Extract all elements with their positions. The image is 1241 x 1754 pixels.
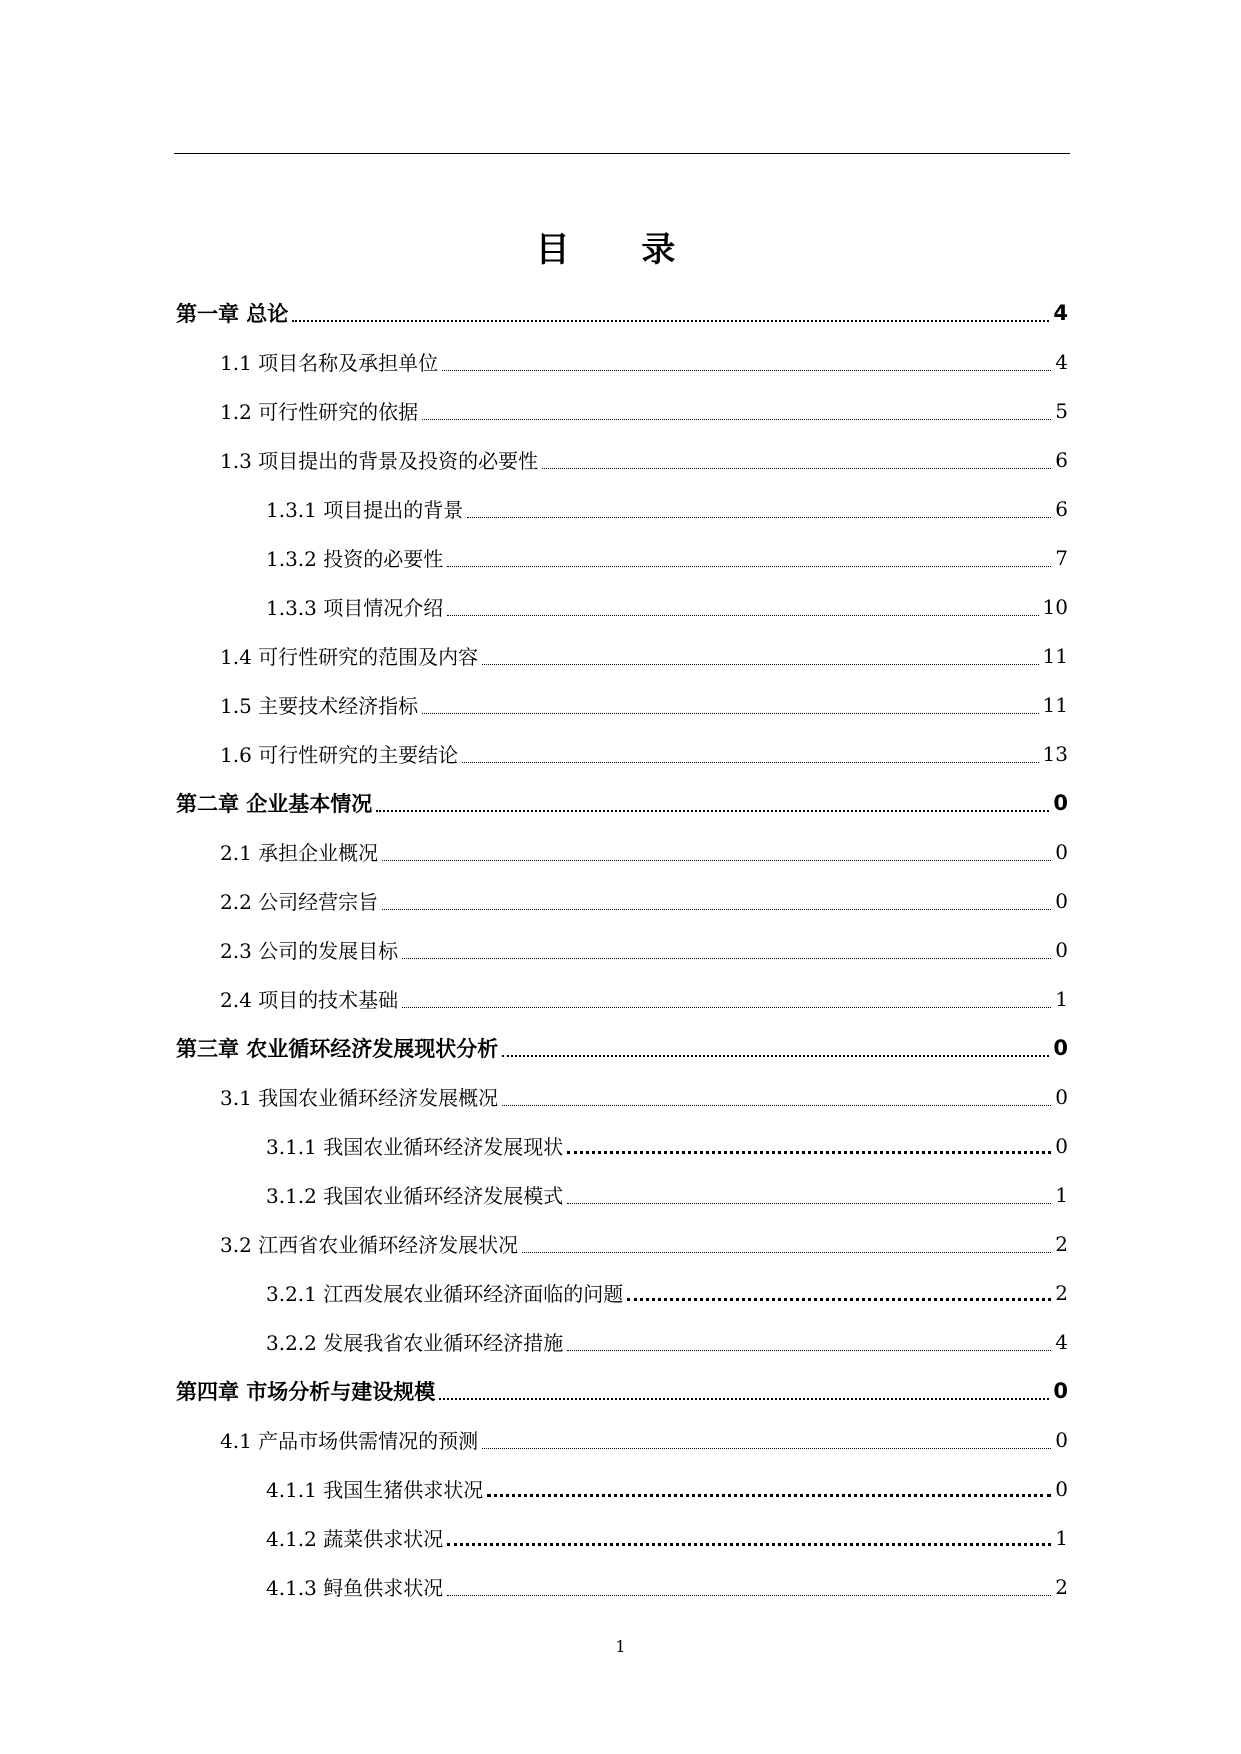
toc-entry-page: 11	[1042, 692, 1068, 717]
dot-leader	[376, 809, 1049, 812]
dot-leader	[447, 565, 1051, 567]
toc-entry-title: 4.1 产品市场供需情况的预测	[220, 1429, 479, 1453]
toc-entry-page: 1	[1055, 1525, 1068, 1550]
dot-leader	[567, 1150, 1051, 1154]
toc-entry-level-2[interactable]	[176, 337, 1068, 386]
toc-entry-level-2[interactable]	[176, 1415, 1068, 1464]
dot-leader	[567, 1202, 1051, 1204]
toc-entry-page: 1	[1055, 986, 1068, 1011]
dot-leader	[447, 1542, 1051, 1546]
toc-entry-page: 4	[1055, 349, 1068, 374]
toc-entry-page: 13	[1042, 741, 1068, 766]
dot-leader	[467, 516, 1051, 518]
toc-entry-page: 0	[1055, 1133, 1068, 1158]
dot-leader	[542, 467, 1051, 469]
toc-entry-level-2[interactable]	[176, 876, 1068, 925]
toc-entry-title: 2.2 公司经营宗旨	[220, 890, 379, 914]
dot-leader	[462, 761, 1038, 763]
toc-entry-page: 0	[1055, 839, 1068, 864]
toc-entry-title: 1.6 可行性研究的主要结论	[220, 743, 459, 767]
toc-entry-title: 4.1.1 我国生猪供求状况	[266, 1478, 484, 1502]
dot-leader	[482, 663, 1038, 665]
dot-leader	[442, 369, 1051, 371]
toc-entry-page: 0	[1053, 1035, 1068, 1060]
toc-entry-level-3[interactable]	[176, 1121, 1068, 1170]
toc-entry-page: 6	[1055, 496, 1068, 521]
toc-entry-title: 4.1.2 蔬菜供求状况	[266, 1527, 444, 1551]
toc-entry-page: 6	[1055, 447, 1068, 472]
toc-entry-title: 第二章 企业基本情况	[176, 791, 373, 816]
toc-entry-page: 0	[1055, 1476, 1068, 1501]
toc-entry-page: 0	[1053, 790, 1068, 815]
toc-entry-level-2[interactable]	[176, 435, 1068, 484]
toc-entry-page: 0	[1055, 937, 1068, 962]
toc-entry-page: 7	[1055, 545, 1068, 570]
toc-entry-level-2[interactable]	[176, 386, 1068, 435]
toc-entry-title: 1.3.3 项目情况介绍	[266, 596, 444, 620]
dot-leader	[522, 1251, 1051, 1253]
toc-entry-level-3[interactable]	[176, 582, 1068, 631]
table-of-contents	[176, 288, 1068, 1611]
dot-leader	[482, 1447, 1051, 1449]
toc-entry-title: 1.3.1 项目提出的背景	[266, 498, 464, 522]
toc-entry-level-2[interactable]	[176, 827, 1068, 876]
toc-entry-level-2[interactable]	[176, 1072, 1068, 1121]
toc-entry-title: 3.1.2 我国农业循环经济发展模式	[266, 1184, 564, 1208]
toc-entry-title: 3.1 我国农业循环经济发展概况	[220, 1086, 499, 1110]
toc-entry-level-3[interactable]	[176, 1513, 1068, 1562]
toc-entry-level-2[interactable]	[176, 680, 1068, 729]
toc-entry-page: 1	[1055, 1182, 1068, 1207]
toc-entry-title: 1.1 项目名称及承担单位	[220, 351, 439, 375]
toc-entry-level-1[interactable]	[176, 288, 1068, 337]
toc-entry-title: 3.2.1 江西发展农业循环经济面临的问题	[266, 1282, 624, 1306]
toc-entry-page: 2	[1055, 1280, 1068, 1305]
dot-leader	[627, 1297, 1051, 1301]
toc-entry-title: 第四章 市场分析与建设规模	[176, 1379, 436, 1404]
toc-entry-page: 11	[1042, 643, 1068, 668]
toc-entry-level-2[interactable]	[176, 1219, 1068, 1268]
dot-leader	[402, 1006, 1051, 1008]
toc-entry-title: 2.1 承担企业概况	[220, 841, 379, 865]
toc-entry-page: 0	[1055, 888, 1068, 913]
dot-leader	[422, 712, 1038, 714]
toc-entry-level-1[interactable]	[176, 1366, 1068, 1415]
toc-entry-page: 2	[1055, 1574, 1068, 1599]
toc-entry-page: 0	[1055, 1427, 1068, 1452]
toc-entry-title: 第三章 农业循环经济发展现状分析	[176, 1036, 499, 1061]
toc-entry-title: 3.2 江西省农业循环经济发展状况	[220, 1233, 519, 1257]
toc-entry-title: 1.3 项目提出的背景及投资的必要性	[220, 449, 539, 473]
toc-entry-title: 1.2 可行性研究的依据	[220, 400, 419, 424]
toc-entry-title: 1.5 主要技术经济指标	[220, 694, 419, 718]
toc-entry-level-3[interactable]	[176, 1170, 1068, 1219]
dot-leader	[502, 1054, 1049, 1057]
toc-entry-level-1[interactable]	[176, 1023, 1068, 1072]
toc-entry-level-3[interactable]	[176, 1562, 1068, 1611]
toc-entry-title: 1.3.2 投资的必要性	[266, 547, 444, 571]
toc-entry-page: 2	[1055, 1231, 1068, 1256]
toc-entry-level-2[interactable]	[176, 631, 1068, 680]
dot-leader	[292, 319, 1049, 322]
toc-entry-page: 0	[1053, 1378, 1068, 1403]
header-rule	[174, 153, 1070, 154]
toc-entry-title: 1.4 可行性研究的范围及内容	[220, 645, 479, 669]
toc-entry-level-1[interactable]	[176, 778, 1068, 827]
toc-entry-level-2[interactable]	[176, 729, 1068, 778]
dot-leader	[487, 1493, 1051, 1497]
toc-entry-page: 4	[1053, 300, 1068, 325]
dot-leader	[422, 418, 1051, 420]
toc-entry-level-3[interactable]	[176, 533, 1068, 582]
dot-leader	[382, 908, 1051, 910]
dot-leader	[402, 957, 1051, 959]
dot-leader	[439, 1397, 1049, 1400]
toc-entry-page: 4	[1055, 1329, 1068, 1354]
toc-entry-title: 3.2.2 发展我省农业循环经济措施	[266, 1331, 564, 1355]
toc-entry-level-2[interactable]	[176, 925, 1068, 974]
dot-leader	[447, 614, 1038, 616]
toc-entry-title: 第一章 总论	[176, 301, 289, 326]
toc-entry-level-3[interactable]	[176, 1268, 1068, 1317]
dot-leader	[447, 1594, 1051, 1596]
toc-entry-page: 0	[1055, 1084, 1068, 1109]
toc-entry-level-3[interactable]	[176, 1317, 1068, 1366]
toc-entry-title: 2.4 项目的技术基础	[220, 988, 399, 1012]
toc-entry-title: 4.1.3 鲟鱼供求状况	[266, 1576, 444, 1600]
toc-entry-level-3[interactable]	[176, 484, 1068, 533]
toc-entry-page: 10	[1042, 594, 1068, 619]
toc-entry-title: 2.3 公司的发展目标	[220, 939, 399, 963]
toc-title: 目 录	[535, 230, 706, 270]
toc-entry-level-3[interactable]	[176, 1464, 1068, 1513]
toc-entry-page: 5	[1055, 398, 1068, 423]
page-number: 1	[615, 1637, 626, 1656]
toc-entry-level-2[interactable]	[176, 974, 1068, 1023]
dot-leader	[567, 1349, 1051, 1351]
dot-leader	[502, 1104, 1051, 1106]
toc-entry-title: 3.1.1 我国农业循环经济发展现状	[266, 1135, 564, 1159]
dot-leader	[382, 859, 1051, 861]
